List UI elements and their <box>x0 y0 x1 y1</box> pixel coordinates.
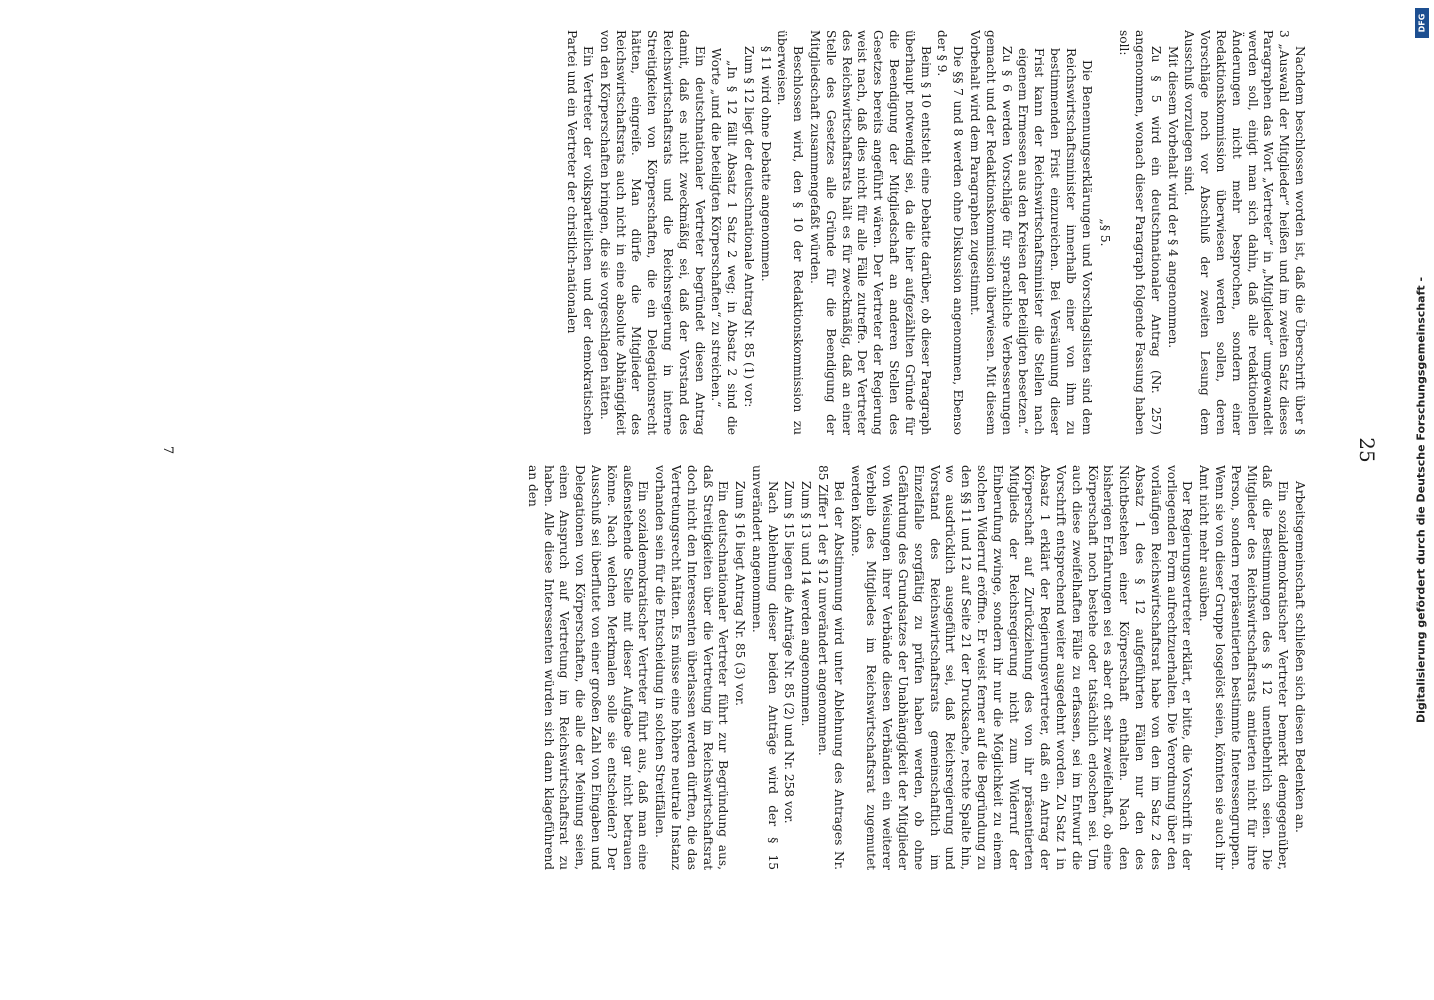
paragraph: Die §§ 7 und 8 werden ohne Diskussion angenommen, Ebenso der § 9. <box>935 30 966 435</box>
paragraph: Zum § 16 liegt Antrag Nr. 85 (3) vor. <box>733 481 748 706</box>
paragraph: Zu § 5 wird ein deutschnationaler Antrag (Nr. 257) angenommen, wonach dieser Paragraph folgende Fassung haben soll: <box>1117 30 1163 435</box>
dfg-logo: DFG <box>1415 8 1429 38</box>
paragraph: Ein deutschnationaler Vertreter begründet diesen Antrag damit, daß es nicht zweckmäßig sei, daß der Vorstand des Reichswirtschaftsrats und die Reichsregierung in interne Streitigkeiten von Körperschaften, die ein Delegationsrecht hätten, eingreife. Man dürfe die Mitglieder des Reichswirtschaftsrats auch nicht in eine absolute Abhängigkeit von den Körperschaften bringen, die sie vorgeschlagen hätten. <box>597 30 707 435</box>
signature-mark: 7 <box>160 445 175 455</box>
paragraph: Der Regierungsvertreter erklärt, er bitte, die Vorschrift in der vorliegenden Form aufrechtzuerhalten. Die Verordnung über den vorläufigen Reichswirtschaftsrat habe von den im Satz 2 des Absatz 1 des § 12 aufgeführten Fällen nur den des Nichtbestehen einer Körperschaft enthalten. Nach den bisherigen Erfahrungen sei es aber oft sehr zweifelhaft, ob eine Körperschaft noch bestehe oder tatsächlich erloschen sei. Um auch diese zweifelhaften Fälle zu erfassen, sei im Entwurf die Vorschrift entsprechend weiter ausgedehnt worden. Zu Satz 1 in Absatz 1 erklärt der Regierungsvertreter, daß ein Antrag der Körperschaft auf Zurückziehung des von ihr präsentierten Mitglieds der Reichsregierung nicht zum Widerruf der Einberufung zwinge, sondern ihr nur die Möglichkeit zu einem solchen Widerruf eröffne. Er weist ferner auf die Begründung zu den §§ 11 und 12 auf Seite 21 der Drucksache, rechte Spalte hin, wo ausdrücklich ausgeführt sei, daß Reichsregierung und Vorstand des Reichswirtschaftsrats gemeinschaftlich im Einzelfalle sorgfältig zu prüfen haben werden, ob ohne Gefährdung des Grundsatzes der Unabhängigkeit der Mitglieder von Weisungen ihrer Verbände diesen Verbänden ein weiterer Verbleib des Mitgliedes im Reichswirtschaftsrat zugemutet werden könne. <box>848 465 1195 870</box>
text-column-left <box>107 30 1307 435</box>
paragraph: Beschlossen wird, den § 10 der Redaktionskommission zu überweisen. <box>775 30 806 435</box>
quoted-paragraph: „In § 12 fällt Absatz 1 Satz 2 weg; in Absatz 2 sind die Worte „und die beteiligten Körperschaften“ zu streichen.“ <box>709 48 740 435</box>
paragraph: Ein deutschnationaler Vertreter führt zur Begründung aus, daß Streitigkeiten über die Vertretung im Reichswirtschaftsrat doch nicht den Interessenten überlassen werden dürften, die das Vertretungsrecht hätten. Es müsse eine höhere neutrale Instanz vorhanden sein für die Entscheidung in solchen Streitfällen. <box>653 465 731 870</box>
paragraph: Arbeitsgemeinschaft schließen sich diesen Bedenken an. <box>1293 481 1307 833</box>
section-heading: „§ 5. <box>1098 218 1113 247</box>
paragraph: Zum § 12 liegt der deutschnationale Antrag Nr. 85 (1) vor: <box>741 46 756 408</box>
paragraph: Nach Ablehnung dieser beiden Anträge wird der § 15 unverändert angenommen. <box>749 465 780 870</box>
paragraph: Zu § 6 werden Vorschläge für sprachliche Verbesserungen gemacht und der Redaktionskommission überwiesen. Mit diesem Vorbehalt wird dem Paragraphen zugestimmt. <box>968 30 1014 435</box>
paragraph: Zum § 13 und 14 werden angenommen. <box>799 481 814 727</box>
paragraph: Ein sozialdemokratischer Vertreter bemerkt demgegenüber, daß die Bestimmungen des § 12 unentbehrlich seien. Die Mitglieder des Reichswirtschaftsrats amtierten nicht für ihre Person, sondern repräsentierten bestimmte Interessengruppen. Wenn sie von dieser Gruppe losgelöst seien, könnten sie auch ihr Amt nicht mehr ausüben. <box>1197 465 1291 870</box>
page-number: 25 <box>1355 437 1379 463</box>
paragraph: Ein sozialdemokratischer Vertreter führt aus, daß man eine außenstehende Stelle mit dieser Aufgabe gar nicht betrauen könne. Nach welchen Merkmalen solle sie entscheiden? Der Ausschuß sei überflutet von einer großen Zahl von Eingaben und Delegationen von Körperschaften, die alle der Meinung seien, einen Anspruch auf Vertretung im Reichswirtschaftsrat zu haben. Alle diese Interessenten würden sich dann klageführend an den <box>525 465 651 870</box>
paragraph: Nachdem beschlossen worden ist, daß die Überschrift über § 3 „Auswahl der Mitglieder“ heißen und im zweiten Satz dieses Paragraphen das Wort „Vertreter“ in „Mitglieder“ umgewandelt werden soll, einigt man sich dahin, daß alle redaktionellen Änderungen nicht mehr besprochen, sondern einer Redaktionskommission überwiesen werden sollen, deren Vorschläge noch vor Abschluß der zweiten Lesung dem Ausschuß vorzulegen sind. <box>1182 30 1307 435</box>
paragraph: Ein Vertreter der volksparteilichen und der demokratischen Partei und ein Vertreter der christlich-nationalen <box>565 30 595 435</box>
paragraph: Mit diesem Vorbehalt wird der § 4 angenommen. <box>1165 46 1180 349</box>
paragraph: § 11 wird ohne Debatte angenommen. <box>758 46 773 282</box>
rotated-page <box>87 0 1397 900</box>
digitization-credit: Digitalisierung gefördert durch die Deutsche Forschungsgemeinschaft - <box>1414 276 1428 724</box>
text-column-right <box>107 465 1307 870</box>
quoted-paragraph: Die Benennungserklärungen und Vorschlagslisten sind dem Reichswirtschaftsminister innerhalb einer von ihm zu bestimmenden Frist einzureichen. Bei Versäumung dieser Frist kann der Reichswirtschaftsminister die Stellen nach eigenem Ermessen aus den Kreisen der Beteiligten besetzen.“ <box>1016 48 1094 435</box>
paragraph: Bei der Abstimmung wird unter Ablehnung des Antrages Nr. 85 Ziffer 1 der § 12 unverändert angenommen. <box>816 465 846 870</box>
paragraph: Beim § 10 entsteht eine Debatte darüber, ob dieser Paragraph überhaupt notwendig sei, da die hier aufgezählten Gründe für die Beendigung der Mitgliedschaft an anderen Stellen des Gesetzes bereits angeführt wären. Der Vertreter der Regierung weist nach, daß dies nicht für alle Fälle zutreffe. Der Vertreter des Reichswirtschaftsrats hält es für zweckmäßig, daß an einer Stelle des Gesetzes alle Gründe für die Beendigung der Mitgliedschaft zusammengefaßt würden. <box>808 30 933 435</box>
paragraph: Zum § 15 liegen die Anträge Nr. 85 (2) und Nr. 258 vor. <box>782 481 797 824</box>
